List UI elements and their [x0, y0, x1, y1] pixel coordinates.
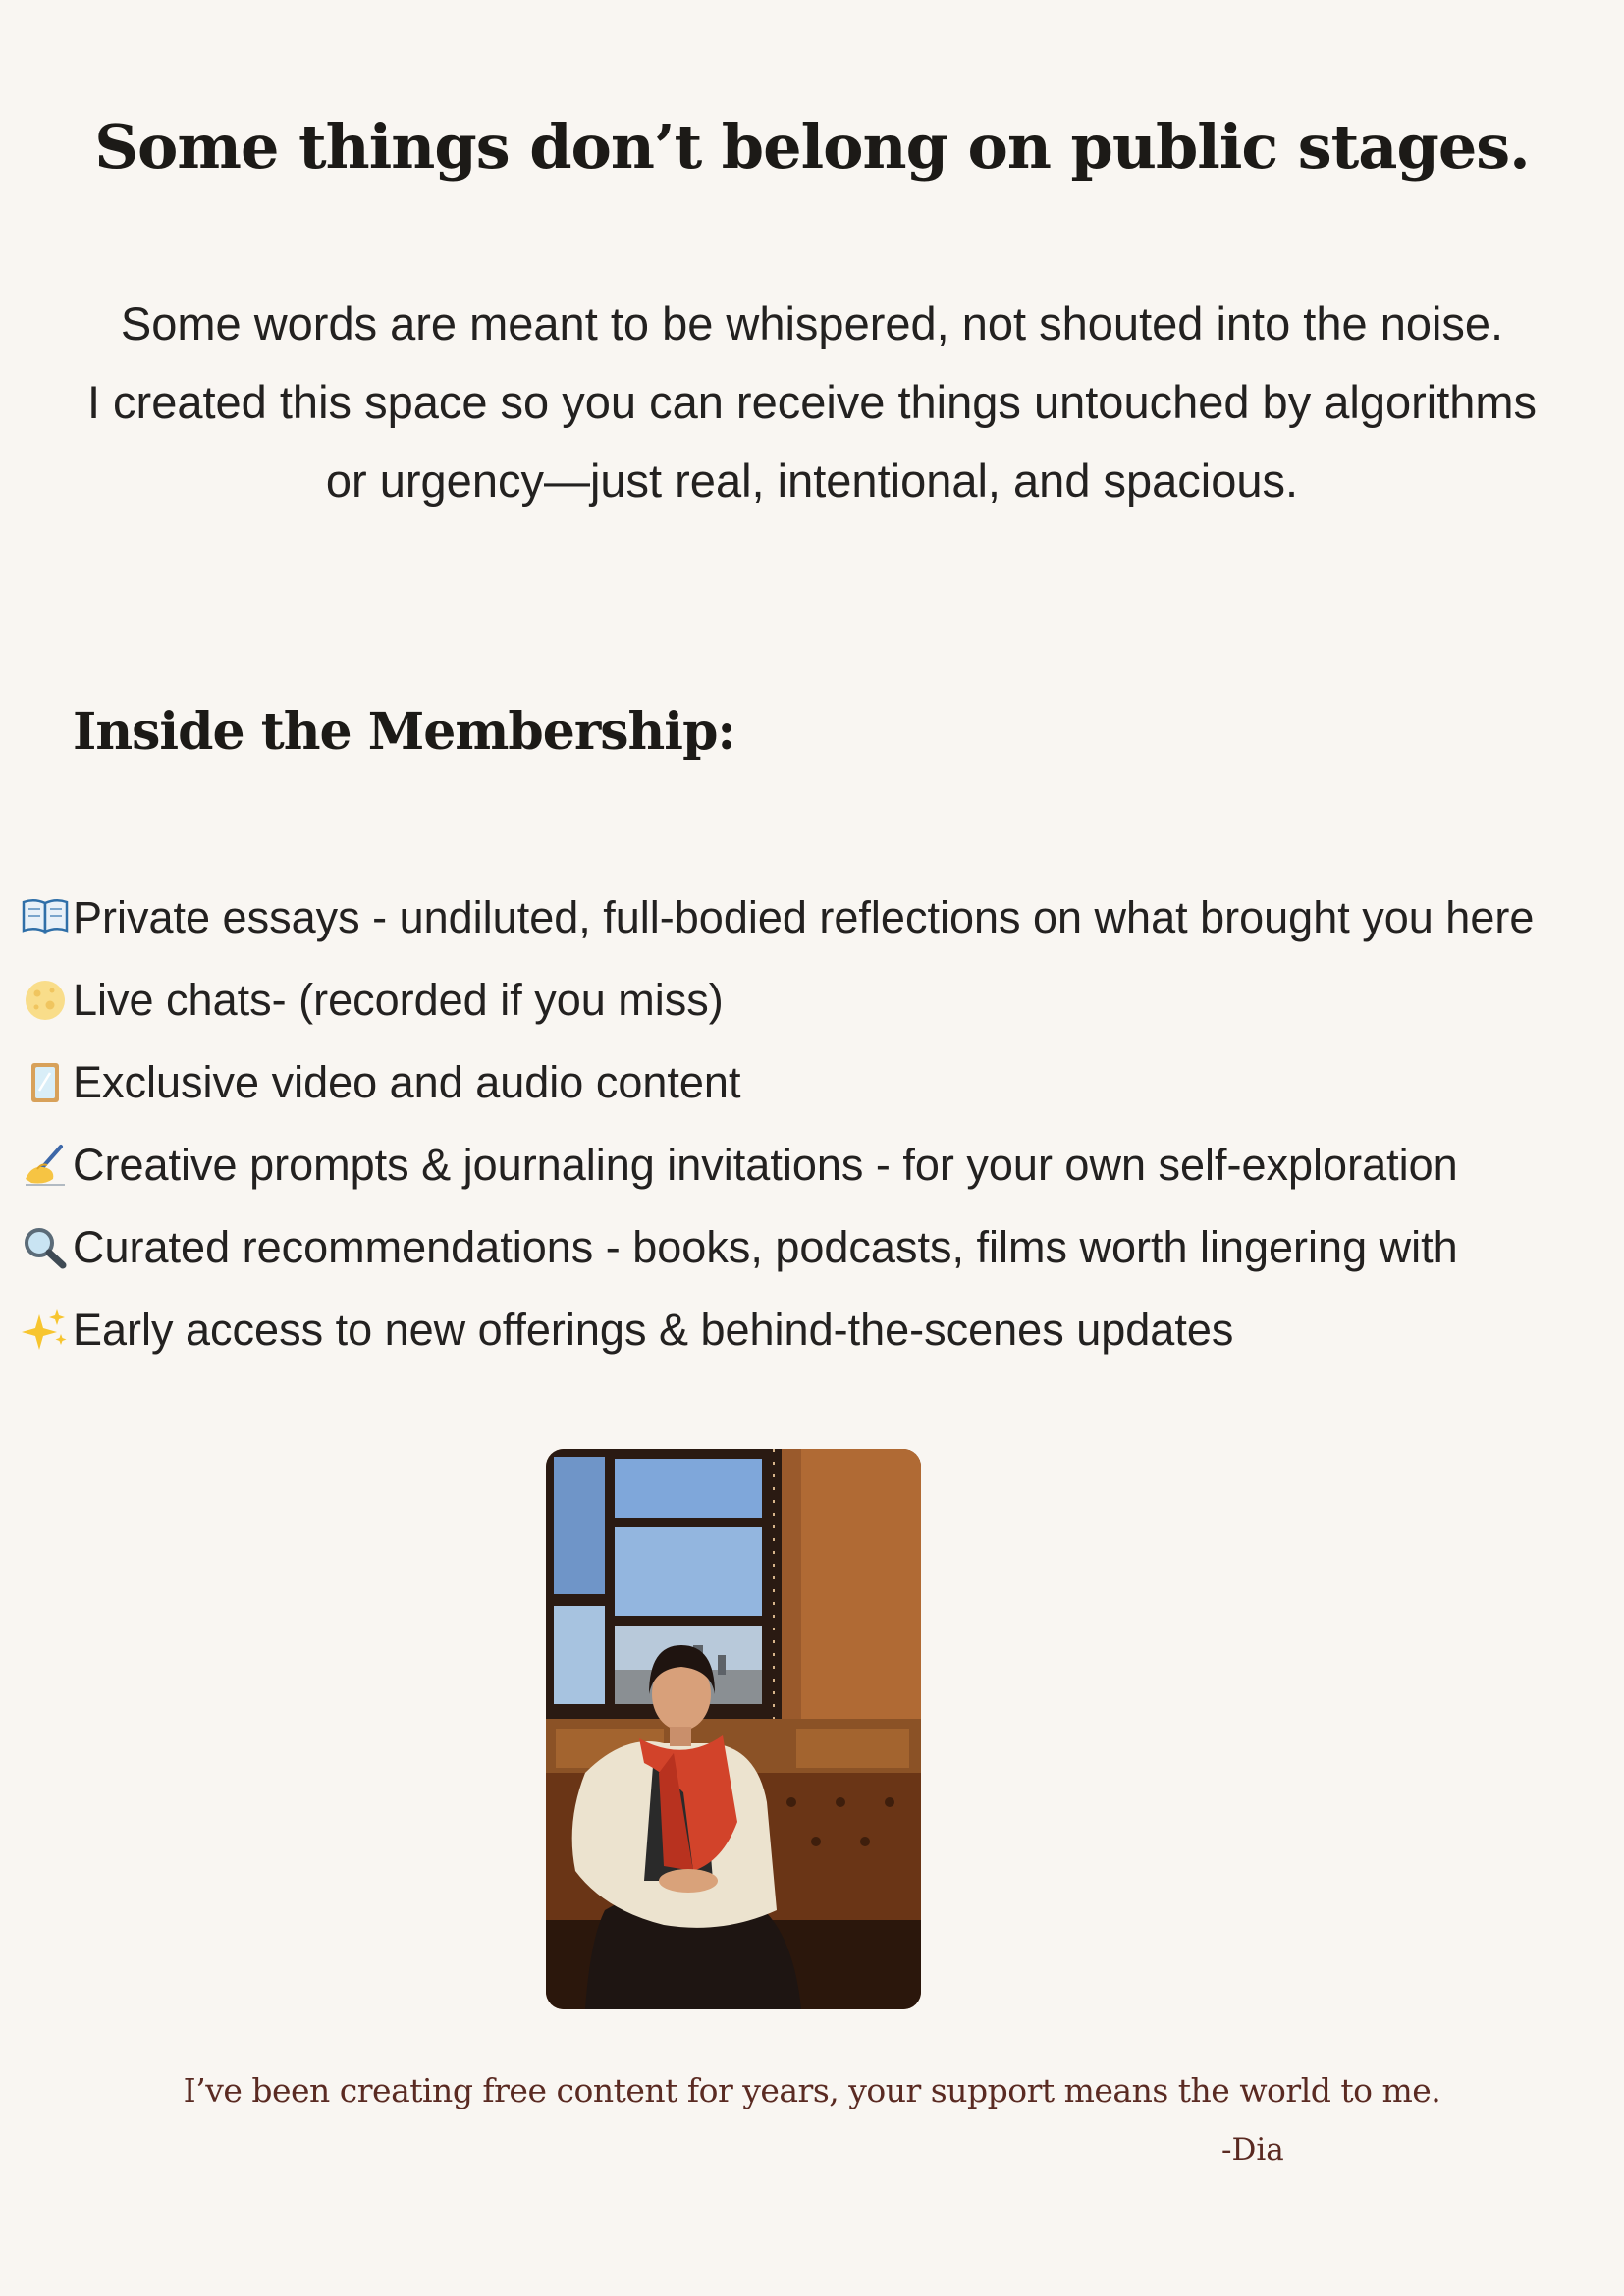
list-item-text: Early access to new offerings & behind-the-scenes updates: [73, 1305, 1234, 1355]
writing-hand-icon: [20, 1124, 73, 1206]
intro-line: Some words are meant to be whispered, not shouted into the noise.: [120, 297, 1504, 349]
list-item: [20, 1289, 1534, 1371]
membership-heading: Inside the Membership:: [73, 702, 735, 762]
list-item-text: Private essays - undiluted, full-bodied reflections on what brought you here: [73, 892, 1535, 942]
list-item: [20, 877, 1534, 959]
list-item: [20, 1124, 1534, 1206]
sparkles-icon: [20, 1289, 73, 1371]
quote-signature: -Dia: [1221, 2132, 1284, 2167]
intro-paragraph: [0, 285, 1624, 520]
membership-feature-list: [20, 877, 1534, 1371]
page-title: Some things don’t belong on public stages.: [94, 111, 1530, 183]
list-item: [20, 959, 1534, 1041]
intro-line: or urgency—just real, intentional, and spacious.: [325, 454, 1299, 507]
support-quote: I’ve been creating free content for years, your support means the world to me.: [183, 2071, 1441, 2109]
mirror-icon: [20, 1041, 73, 1124]
list-item: [20, 1206, 1534, 1289]
list-item-text: Curated recommendations - books, podcasts, films worth lingering with: [73, 1222, 1458, 1272]
open-book-icon: [20, 877, 73, 959]
intro-line: I created this space so you can receive things untouched by algorithms: [86, 376, 1538, 428]
list-item: [20, 1041, 1534, 1124]
list-item-text: Creative prompts & journaling invitations - for your own self-exploration: [73, 1140, 1458, 1190]
list-item-text: Exclusive video and audio content: [73, 1057, 741, 1107]
magnifying-glass-icon: [20, 1206, 73, 1289]
portrait-photo: [546, 1449, 921, 2009]
list-item-text: Live chats- (recorded if you miss): [73, 975, 724, 1025]
full-moon-icon: [20, 959, 73, 1041]
